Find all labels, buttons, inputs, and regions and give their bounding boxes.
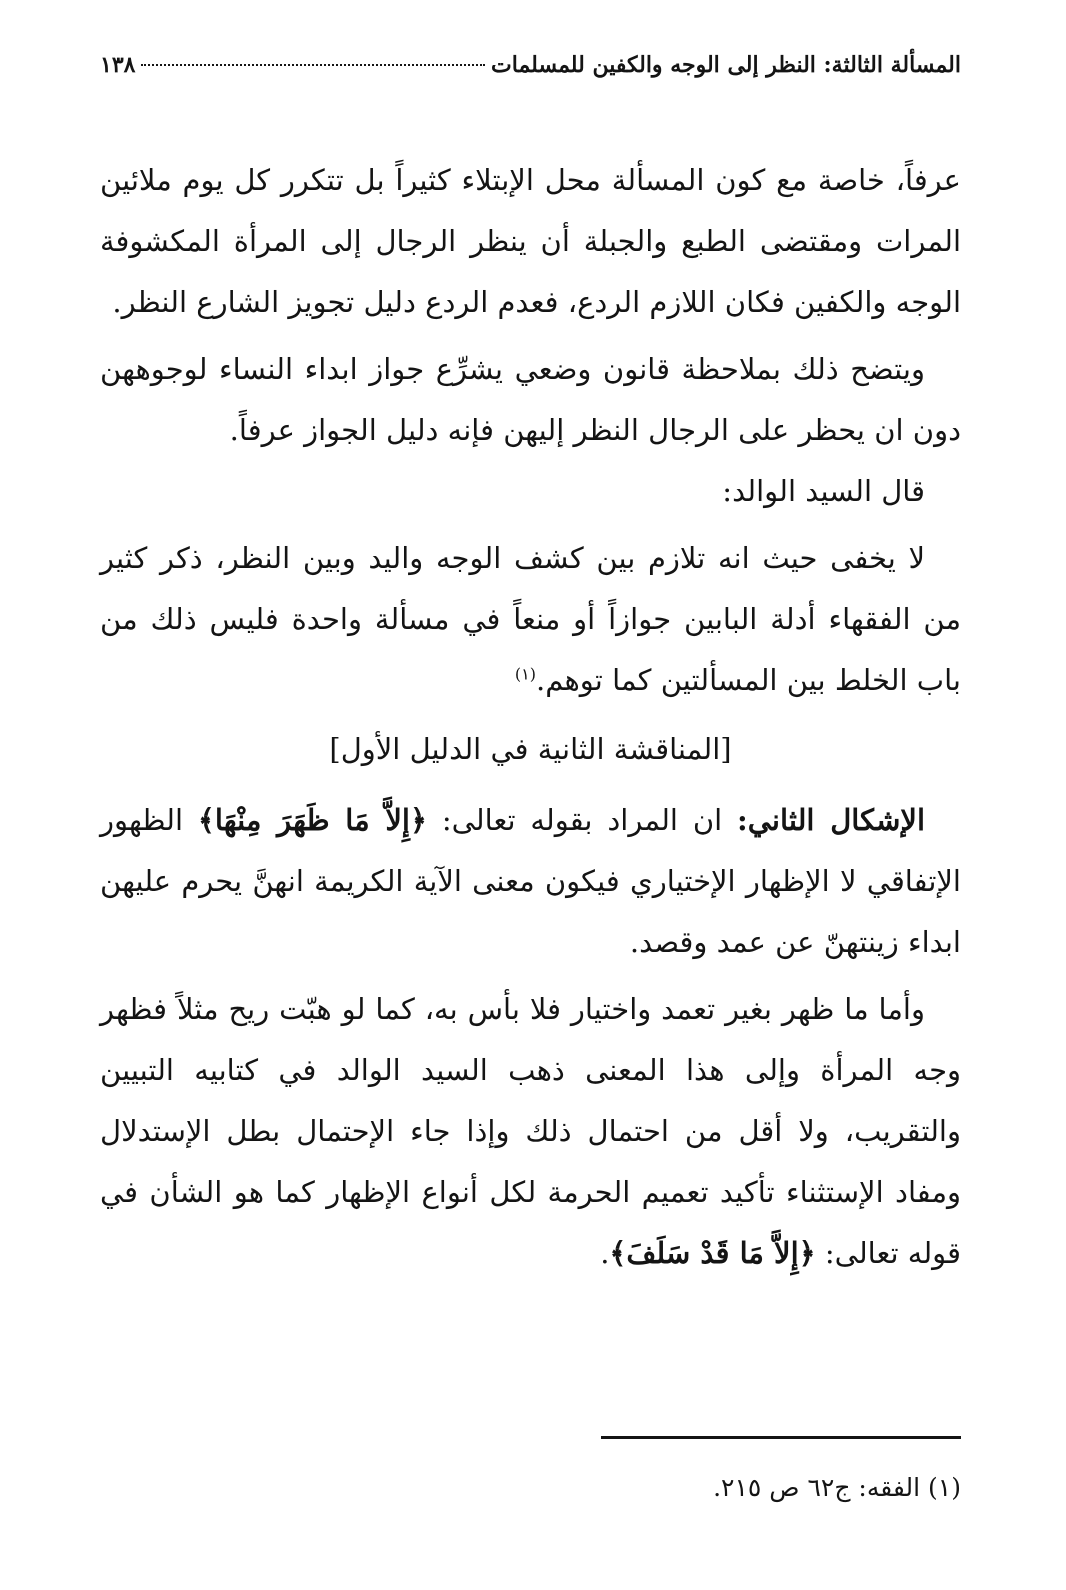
footnote-ref: (١) (514, 664, 536, 684)
quran-quote-1: ﴿إِلاَّ مَا ظَهَرَ مِنْهَا﴾ (197, 803, 427, 837)
header-title: المسألة الثالثة: النظر إلى الوجه والكفين للمسلمات (491, 52, 961, 78)
header-dot-leader (141, 64, 485, 66)
paragraph-5 (100, 790, 961, 973)
paragraph-3: قال السيد الوالد: (722, 474, 925, 508)
section-title: [المناقشة الثانية في الدليل الأول] (329, 732, 732, 766)
paragraph-5-text-a: ان المراد بقوله تعالى: (441, 803, 723, 837)
quran-quote-2: ﴿إِلاَّ مَا قَدْ سَلَفَ﴾ (609, 1236, 816, 1270)
paragraph-2: ويتضح ذلك بملاحظة قانون وضعي يشرِّع جواز ابداء النساء لوجوههن دون ان يحظر على الرجال النظر إليهن فإنه دليل الجواز عرفاً. (100, 352, 961, 447)
paragraph-5-text-b: الظهور الإتفاقي لا الإظهار الإختياري فيكون معنى الآية الكريمة انهنَّ يحرم عليهن ابداء زينتهنّ عن عمد وقصد. (100, 803, 961, 959)
running-header (100, 52, 961, 78)
footnote-separator (601, 1436, 961, 1439)
term-label: الإشكال الثاني: (737, 803, 926, 837)
paragraph-6-text: وأما ما ظهر بغير تعمد واختيار فلا بأس به، كما لو هبّت ريح مثلاً فظهر وجه المرأة وإلى هذا المعنى ذهب السيد الوالد في كتابيه التبيين والتقريب، ولا أقل من احتمال ذلك وإذا جاء الإحتمال بطل الإستدلال ومفاد الإستثناء تأكيد تعميم الحرمة لكل أنواع الإظهار كما هو الشأن في قوله تعالى: (100, 992, 961, 1270)
paragraph-6-end: . (600, 1236, 610, 1270)
main-text (100, 150, 961, 1284)
paragraph-1: عرفاً، خاصة مع كون المسألة محل الإبتلاء كثيراً بل تتكرر كل يوم ملائين المرات ومقتضى الطبع والجبلة أن ينظر الرجال إلى المرأة المكشوفة الوجه والكفين فكان اللازم الردع، فعدم الردع دليل تجويز الشارع النظر. (100, 163, 961, 319)
footnote: (١) الفقه: ج٦٢ ص ٢١٥. (713, 1473, 961, 1502)
page-number: ١٣٨ (100, 52, 136, 78)
paragraph-4 (100, 528, 961, 711)
paragraph-4-text: لا يخفى حيث انه تلازم بين كشف الوجه واليد وبين النظر، ذكر كثير من الفقهاء أدلة البابين جوازاً أو منعاً في مسألة واحدة فليس ذلك من باب الخلط بين المسألتين كما توهم. (100, 541, 961, 697)
paragraph-6 (100, 979, 961, 1284)
